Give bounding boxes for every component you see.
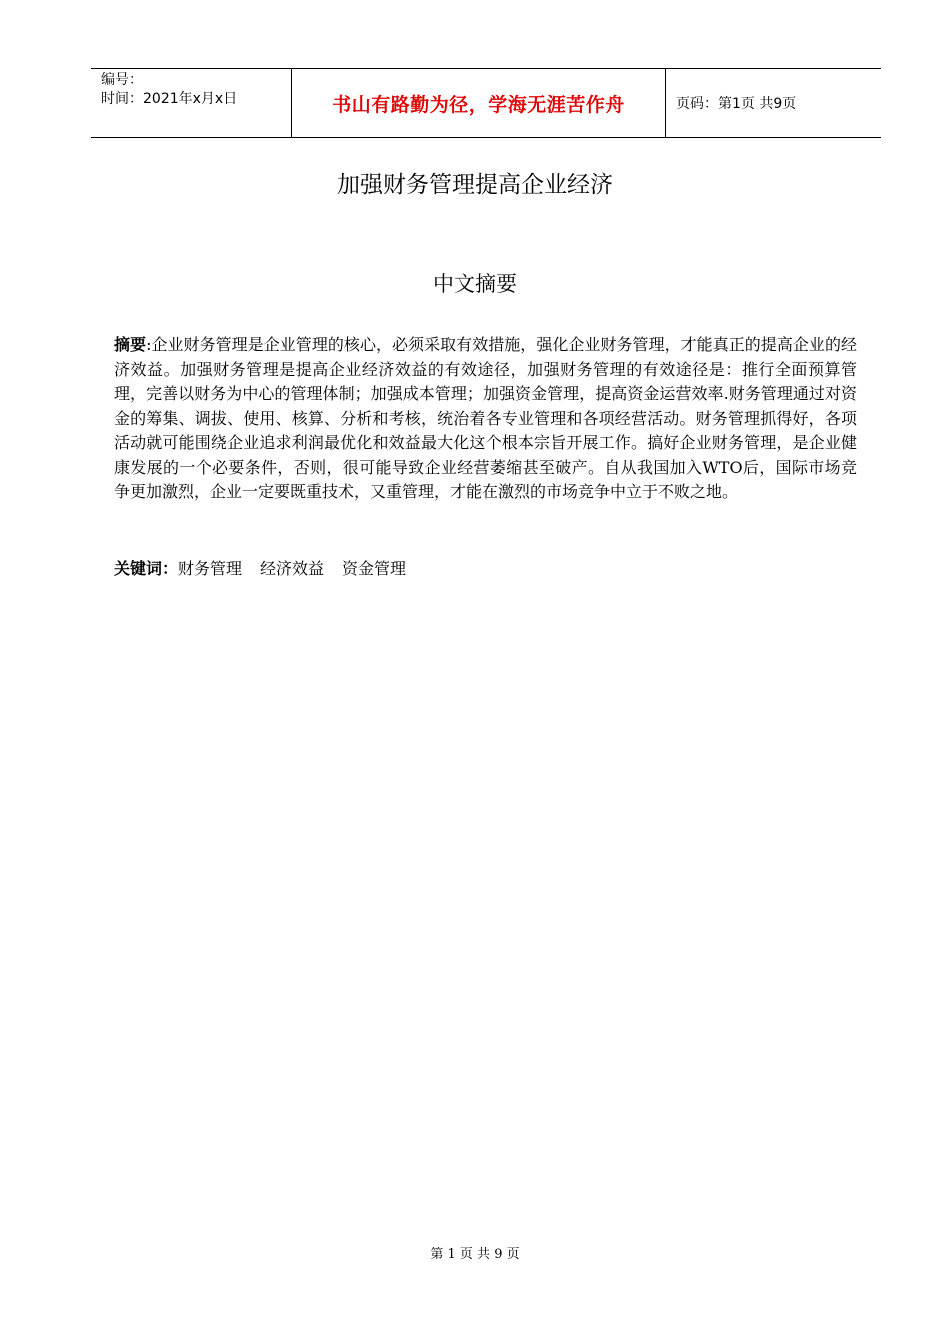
page-header (91, 68, 881, 138)
header-meta (91, 69, 292, 137)
page-footer: 第 1 页 共 9 页 (430, 1247, 520, 1262)
keyword-item: 经济效益 (260, 559, 325, 578)
header-page-label: 页码：第1页 共9页 (676, 96, 797, 112)
abstract-paragraph (114, 333, 857, 505)
abstract-body: :企业财务管理是企业管理的核心，必须采取有效措施，强化企业财务管理，才能真正的提高企业的经济效益。加强财务管理是提高企业经济效益的有效途径，加强财务管理的有效途径是：推行全面预算管理，完善以财务为中心的管理体制；加强成本管理；加强资金管理，提高资金运营效率.财务管理通过对资金的筹集、调拔、使用、核算、分析和考核，统治着各专业管理和各项经营活动。财务管理抓得好，各项活动就可能围绕企业追求利润最优化和效益最大化这个根本宗旨开展工作。搞好企业财务管理，是企业健康发展的一个必要条件，否则，很可能导致企业经营萎缩甚至破产。自从我国加入WTO后，国际市场竞争更加激烈，企业一定要既重技术，又重管理，才能在激烈的市场竞争中立于不败之地。 (114, 335, 857, 501)
header-motto: 书山有路勤为径，学海无涯苦作舟 (292, 69, 666, 137)
abstract-lead: 摘要 (114, 335, 147, 354)
date-label: 时间：2021年x月x日 (101, 91, 238, 107)
number-label: 编号： (101, 72, 143, 88)
keyword-item: 财务管理 (178, 559, 243, 578)
section-title: 中文摘要 (433, 272, 517, 296)
keyword-item: 资金管理 (342, 559, 407, 578)
keywords-line (114, 557, 857, 581)
document-title: 加强财务管理提高企业经济 (337, 172, 613, 198)
keywords-label: 关键词： (114, 559, 179, 578)
